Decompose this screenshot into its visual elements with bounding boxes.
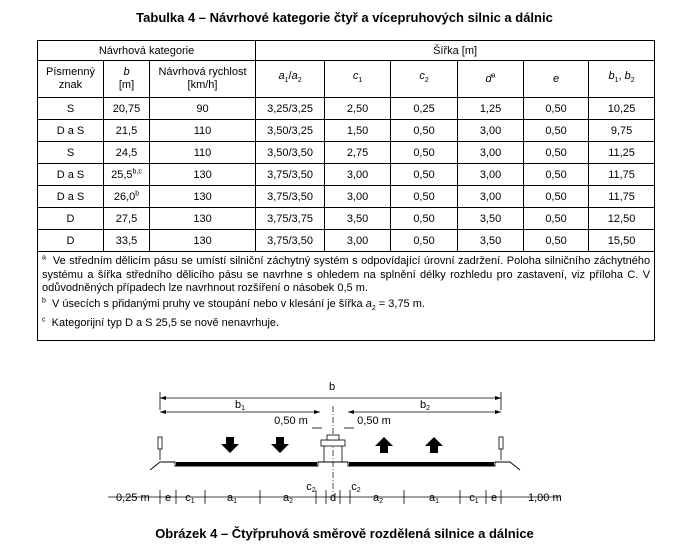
cell-c1: 3,00: [325, 164, 391, 186]
cell-b: 33,5: [104, 230, 150, 252]
cell-letter: D: [38, 208, 104, 230]
cell-c1: 1,50: [325, 120, 391, 142]
cell-b12: 10,25: [589, 98, 655, 120]
cell-letter: D a S: [38, 164, 104, 186]
cell-letter: D a S: [38, 186, 104, 208]
cell-speed: 130: [150, 230, 256, 252]
dim-100-label: 1,00 m: [528, 492, 562, 504]
cell-e: 0,50: [524, 98, 589, 120]
table-row: [38, 230, 655, 252]
dim-c2-left: c2: [306, 481, 316, 494]
note-c: $^c$ Kategorijní typ D a S 25,5 se nově nenavrhuje.: [42, 316, 280, 330]
cell-b12: 11,75: [589, 164, 655, 186]
cell-b12: 15,50: [589, 230, 655, 252]
cell-e: 0,50: [524, 142, 589, 164]
cell-speed: 110: [150, 142, 256, 164]
table-row: [38, 186, 655, 208]
arrow-down-icon: [271, 437, 289, 453]
table-row: [38, 164, 655, 186]
dim-e-right: e: [490, 492, 498, 504]
dim-c1-left: c1: [185, 492, 195, 505]
header-row-columns: [38, 61, 655, 98]
table-row: [38, 98, 655, 120]
note-b: $^b$ V úsecích s přidanými pruhy ve stoupání nebo v klesání je šířka $a_2 = 3,75$ m.: [42, 296, 425, 312]
cell-d: 3,50: [458, 230, 524, 252]
cell-b: 21,5: [104, 120, 150, 142]
header-a: $a_1/a_2$: [256, 61, 325, 98]
cell-c1: 2,50: [325, 98, 391, 120]
cell-e: 0,50: [524, 164, 589, 186]
design-categories-table: [37, 40, 655, 341]
cell-speed: 130: [150, 164, 256, 186]
table-row: [38, 142, 655, 164]
table-title: Tabulka 4 – Návrhové kategorie čtyř a vícepruhových silnic a dálnic: [136, 10, 553, 25]
cell-a: 3,75/3,50: [256, 230, 325, 252]
header-c1: $c_1$: [325, 61, 391, 98]
cell-c1: 3,00: [325, 230, 391, 252]
header-letter: Písmenný znak: [38, 61, 104, 98]
design-categories-table-wrap: [37, 40, 654, 341]
cell-e: 0,50: [524, 120, 589, 142]
cell-b: 24,5: [104, 142, 150, 164]
cross-section-figure: [0, 380, 689, 520]
cell-b: 25,5$^{b,c}$: [104, 164, 150, 186]
dim-a2-right: a2: [372, 492, 384, 505]
dim-025-label: 0,25 m: [116, 492, 150, 504]
dim-a1-left: a1: [226, 492, 238, 505]
cell-speed: 90: [150, 98, 256, 120]
cell-a: 3,25/3,25: [256, 98, 325, 120]
cell-c2: 0,50: [391, 186, 458, 208]
header-d: $d^a$: [458, 61, 524, 98]
dim-b2-label: b2: [419, 399, 431, 412]
cell-d: 3,00: [458, 142, 524, 164]
cell-b12: 9,75: [589, 120, 655, 142]
cell-b12: 11,75: [589, 186, 655, 208]
dim-050-right: 0,50 m: [357, 415, 391, 427]
cell-c2: 0,50: [391, 230, 458, 252]
cell-e: 0,50: [524, 208, 589, 230]
dim-b1-label: b1: [234, 399, 246, 412]
cell-d: 3,00: [458, 120, 524, 142]
cell-c1: 3,50: [325, 208, 391, 230]
header-group-width: Šířka [m]: [256, 41, 655, 61]
header-speed: Návrhová rychlost [km/h]: [150, 61, 256, 98]
cell-b: 20,75: [104, 98, 150, 120]
cell-c2: 0,50: [391, 208, 458, 230]
header-row-group: [38, 41, 655, 61]
cell-b12: 11,25: [589, 142, 655, 164]
arrow-up-icon: [375, 437, 393, 453]
arrow-down-icon: [221, 437, 239, 453]
cell-speed: 130: [150, 186, 256, 208]
note-a: $^a$ Ve středním dělicím pásu se umístí silniční záchytný systém s odpovídající úrovní zadržení. Poloha silničního záchytného systému a šířka středního dělicího pásu se navrhne s ohledem na splnění délky rozhledu pro zastavení, viz příloha C. V odůvodněných případech lze navrhnout rozšíření o násobek 0,5 m.: [42, 254, 651, 294]
cell-speed: 130: [150, 208, 256, 230]
figure-caption: Obrázek 4 – Čtyřpruhová směrově rozdělená silnice a dálnice: [155, 526, 534, 541]
cell-a: 3,50/3,25: [256, 120, 325, 142]
cell-c1: 2,75: [325, 142, 391, 164]
dim-c2-right: c2: [351, 481, 361, 494]
table-row: [38, 120, 655, 142]
cell-speed: 110: [150, 120, 256, 142]
cell-c2: 0,50: [391, 120, 458, 142]
cell-d: 3,50: [458, 208, 524, 230]
cell-c2: 0,50: [391, 142, 458, 164]
cell-a: 3,75/3,50: [256, 164, 325, 186]
cell-e: 0,50: [524, 186, 589, 208]
cell-a: 3,75/3,75: [256, 208, 325, 230]
dim-d: d: [329, 492, 337, 504]
dim-a2-left: a2: [282, 492, 294, 505]
header-b: b [m]: [104, 61, 150, 98]
cell-c1: 3,00: [325, 186, 391, 208]
cell-d: 3,00: [458, 186, 524, 208]
cell-b12: 12,50: [589, 208, 655, 230]
table-notes: [38, 252, 655, 341]
cell-d: 1,25: [458, 98, 524, 120]
dim-e-left: e: [164, 492, 172, 504]
dim-a1-right: a1: [428, 492, 440, 505]
dim-c1-right: c1: [469, 492, 479, 505]
header-group-design-category: Návrhová kategorie: [38, 41, 256, 61]
table-row: [38, 208, 655, 230]
header-b1b2: $b_1$, $b_2$: [589, 61, 655, 98]
cell-a: 3,75/3,50: [256, 186, 325, 208]
cell-letter: D: [38, 230, 104, 252]
cell-letter: S: [38, 142, 104, 164]
cell-c2: 0,25: [391, 98, 458, 120]
arrow-up-icon: [425, 437, 443, 453]
header-c2: $c_2$: [391, 61, 458, 98]
header-e: e: [524, 61, 589, 98]
cell-a: 3,50/3,50: [256, 142, 325, 164]
cell-c2: 0,50: [391, 164, 458, 186]
cell-b: 27,5: [104, 208, 150, 230]
cell-letter: S: [38, 98, 104, 120]
dim-b-label: b: [328, 381, 336, 393]
cell-letter: D a S: [38, 120, 104, 142]
dim-050-left: 0,50 m: [274, 415, 308, 427]
cell-b: 26,0$^b$: [104, 186, 150, 208]
cell-d: 3,00: [458, 164, 524, 186]
cell-e: 0,50: [524, 230, 589, 252]
